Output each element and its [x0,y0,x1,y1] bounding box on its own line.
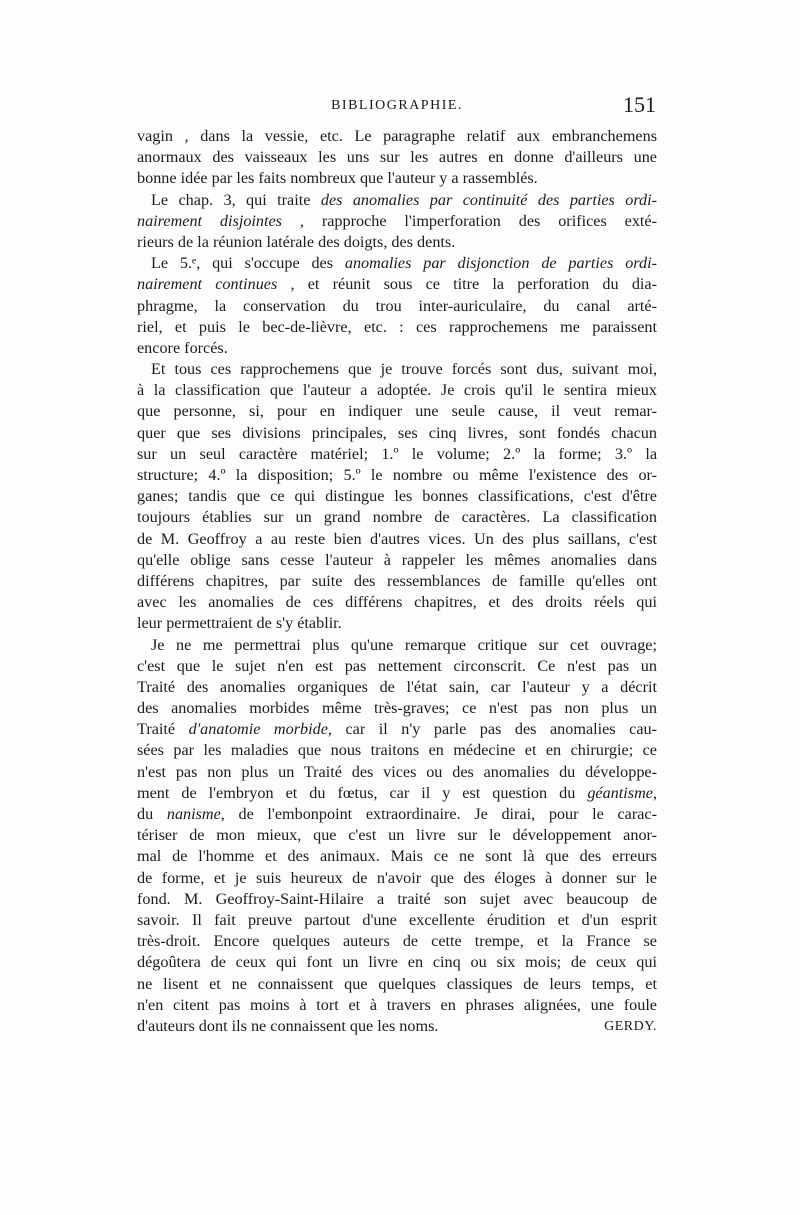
text-run: ne lisent et ne connaissent que quelques classiques de leurs temps, et [137,974,657,993]
text-line [137,889,657,910]
text-run: fond. M. Geoffroy-Saint-Hilaire a traité son sujet avec beaucoup de [137,889,657,908]
text-line [137,952,657,973]
text-line [137,995,657,1016]
text-run: de forme, et je suis heureux de n'avoir que des éloges à donner sur le [137,868,657,887]
text-line [137,423,657,444]
text-run: de M. Geoffroy a au reste bien d'autres vices. Un des plus saillans, c'est [137,529,657,548]
text-run: d'auteurs dont ils ne connaissent que les noms. [137,1016,439,1035]
italic-run: des anomalies par continuité des parties ordi- [320,190,657,209]
text-run: sées par les maladies que nous traitons en médecine et en chirurgie; ce [137,741,657,760]
text-line [137,613,657,634]
text-run: structure; 4.º la disposition; 5.º le nombre ou même l'existence des or- [137,466,657,484]
text-run: mal de l'homme et des animaux. Mais ce ne sont là que des erreurs [137,847,657,866]
italic-run: nairement continues [137,275,278,294]
text-line [137,825,657,846]
text-run: , [652,783,657,802]
text-line [137,846,657,867]
text-line [137,910,657,931]
text-line [137,804,657,825]
text-line [137,401,657,422]
text-line [137,719,657,740]
text-run: Traité des anomalies organiques de l'état sain, car l'auteur y a décrit [137,677,657,696]
text-line [137,507,657,528]
text-line [137,296,657,317]
text-line [137,190,657,211]
text-run: que personne, si, pour en indiquer une seule cause, il veut remar- [137,402,657,421]
text-run: riel, et puis le bec-de-lièvre, etc. : ces rapprochemens me paraissent [137,317,657,336]
text-line [137,317,657,338]
text-line [137,168,657,189]
text-run: phragme, la conservation du trou inter-auriculaire, du canal arté- [137,296,657,315]
text-run: rieurs de la réunion latérale des doigts, des dents. [137,232,456,251]
text-run: leur permettraient de s'y établir. [137,614,342,633]
italic-run: nairement disjointes [137,211,282,230]
text-line [137,1016,657,1037]
text-line [137,147,657,168]
text-run: Et tous ces rapprochemens que je trouve forcés sont dus, suivant moi, [151,360,657,379]
text-run: des anomalies morbides même très-graves; ce n'est pas non plus un [137,699,657,718]
text-run: avec les anomalies de ces différens chapitres, et des droits réels qui [137,593,657,612]
text-run: dégoûtera de ceux qui font un livre en cinq ou six mois; de ceux qui [137,953,657,972]
text-run: n'est pas non plus un Traité des vices ou des anomalies du développe- [137,762,657,781]
italic-run: anomalies par disjonction de parties ordi- [344,254,657,273]
text-line [137,762,657,783]
text-line [137,465,657,486]
text-line [137,656,657,677]
text-line [137,868,657,889]
text-line [137,974,657,995]
text-run: toujours établies sur un grand nombre de caractères. La classification [137,508,657,527]
text-line [137,592,657,613]
text-line [137,486,657,507]
italic-run: géantisme [587,783,653,802]
text-run: encore forcés. [137,338,228,357]
text-line [137,550,657,571]
text-line [137,359,657,380]
italic-run: nanisme [166,805,221,823]
text-line [137,783,657,804]
italic-run: d'anatomie morbide [188,720,328,739]
text-run: , de l'embonpoint extraordinaire. Je dirai, pour le carac- [220,805,657,823]
text-run: tériser de mon mieux, que c'est un livre sur le développement anor- [137,826,657,845]
text-run: différens chapitres, par suite des ressemblances de famille qu'elles ont [137,571,657,590]
page-number: 151 [623,92,656,117]
text-run: , et réunit sous ce titre la perforation du dia- [277,275,657,294]
text-line [137,740,657,761]
text-line [137,126,657,147]
text-line [137,698,657,719]
text-run: Je ne me permettrai plus qu'une remarque critique sur cet ouvrage; [151,635,657,654]
text-run: Traité [137,720,189,739]
text-line [137,380,657,401]
text-line [137,232,657,253]
text-run: sur un seul caractère matériel; 1.º le volume; 2.º la forme; 3.º la [137,444,657,463]
text-line [137,529,657,550]
text-run: Le chap. 3, qui traite [151,190,321,209]
text-run: savoir. Il fait preuve partout d'une excellente érudition et d'un esprit [137,910,657,929]
text-line [137,444,657,465]
text-run: n'en citent pas moins à tort et à travers en phrases alignées, une foule [137,995,657,1014]
text-line [137,635,657,656]
text-line [137,211,657,232]
text-run: bonne idée par les faits nombreux que l'auteur y a rassemblés. [137,169,538,188]
body-text [137,126,657,1037]
text-line [137,931,657,952]
text-run: anormaux des vaisseaux les uns sur les autres en donne d'ailleurs une [137,148,657,167]
text-line [137,677,657,698]
page-header [138,92,656,124]
text-run: très-droit. Encore quelques auteurs de cette trempe, et la France se [137,932,657,951]
author-signature: GERDY. [604,1018,657,1034]
text-run: ment de l'embryon et du fœtus, car il y est question du [137,783,588,802]
text-line [137,571,657,592]
text-run: à la classification que l'auteur a adoptée. Je crois qu'il le sentira mieux [137,381,657,400]
text-line [137,338,657,359]
text-run: c'est que le sujet n'en est pas nettement circonscrit. Ce n'est pas un [137,656,657,675]
text-line [137,274,657,295]
text-run: , rapproche l'imperforation des orifices exté- [281,211,657,230]
text-run: qu'elle oblige sans cesse l'auteur à rappeler les mêmes anomalies dans [137,550,657,569]
text-run: ganes; tandis que ce qui distingue les bonnes classifications, c'est d'être [137,487,657,506]
text-run: vagin , dans la vessie, etc. Le paragraphe relatif aux embranchemens [137,127,657,145]
text-run: quer que ses divisions principales, ses cinq livres, sont fondés chacun [137,423,657,442]
text-run: , car il n'y parle pas des anomalies cau- [327,720,657,739]
text-run: Le 5.ᵉ, qui s'occupe des [151,254,345,273]
running-head: BIBLIOGRAPHIE. [331,98,463,113]
text-line [137,253,657,274]
text-run: du [137,805,167,823]
